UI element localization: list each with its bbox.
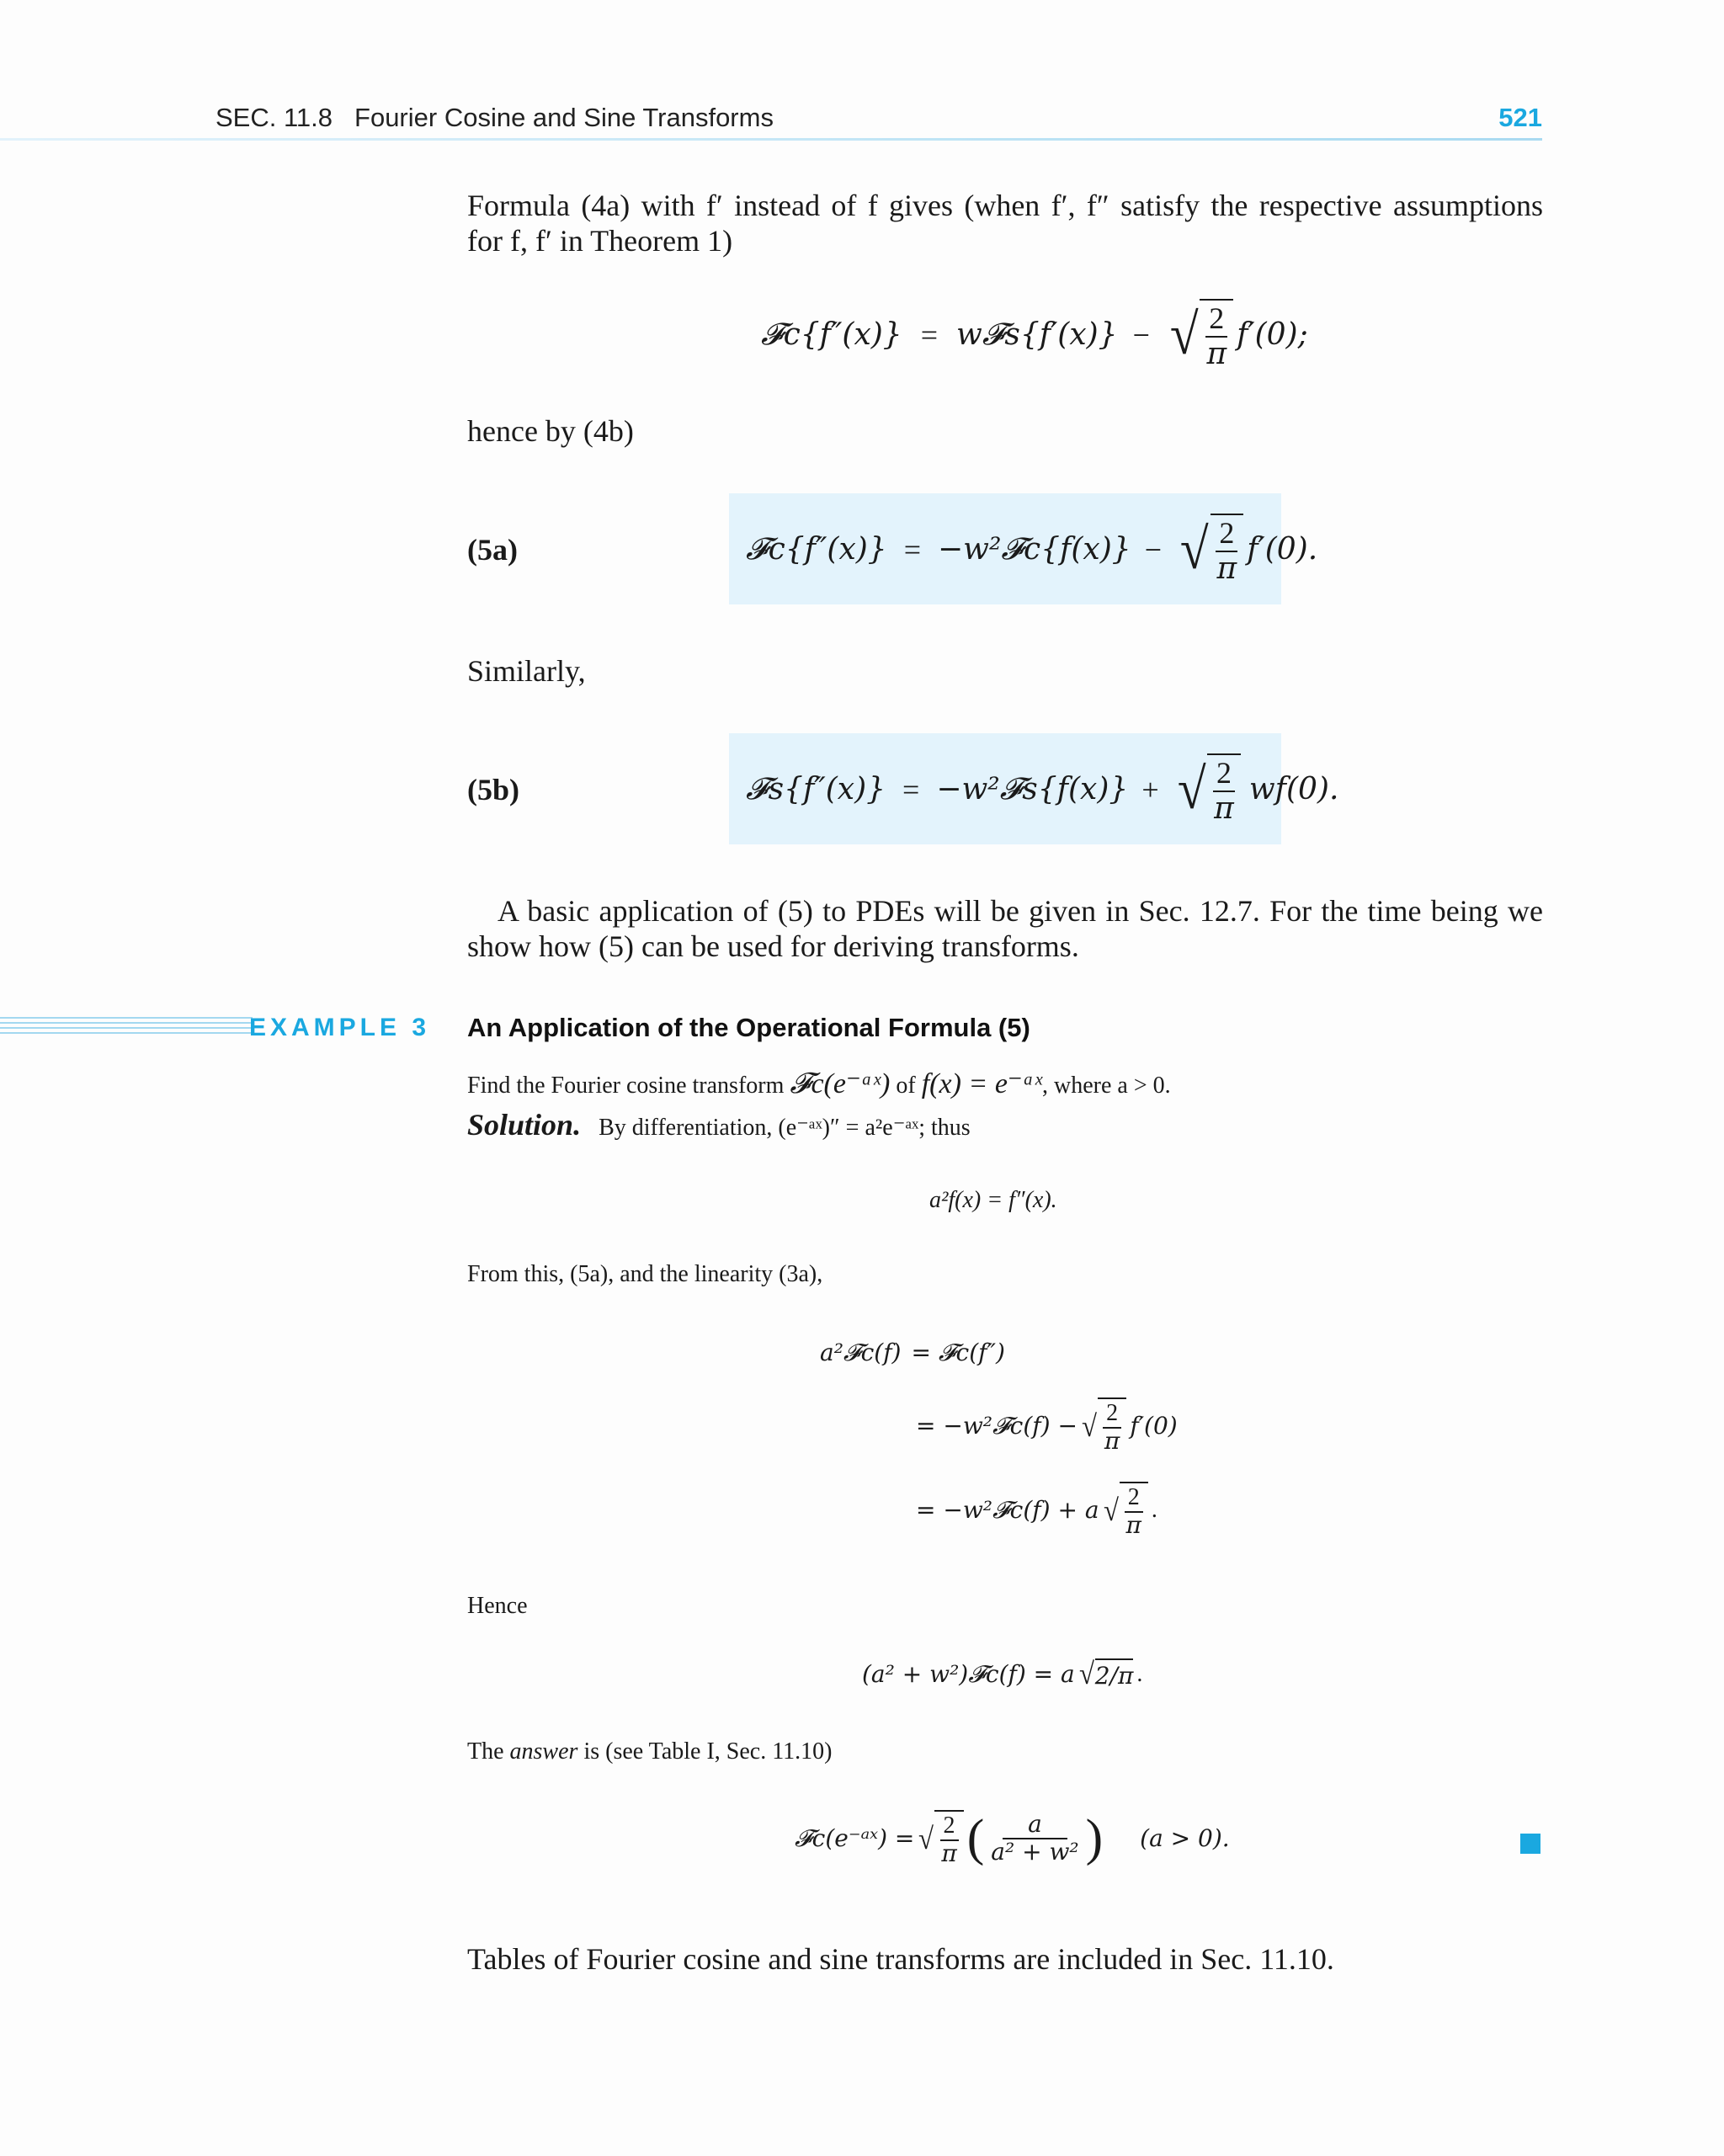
sqrt-symbol: √ $\frac{2}{\pi}$ — [1081, 1397, 1126, 1455]
equation-5b-label: (5b) — [467, 773, 519, 807]
running-header — [216, 103, 774, 133]
eq1-tail: f′(0); — [1237, 317, 1308, 353]
application-line-2: show how (5) can be used for deriving transforms. — [467, 929, 1079, 963]
chain-line1-rhs: = 𝓕c(f″) — [911, 1339, 1005, 1366]
section-number: SEC. 11.8 — [216, 103, 333, 132]
eq5a-rhs: −w²𝓕c{f(x)} — [938, 531, 1131, 567]
inner-numerator: a — [1003, 1812, 1067, 1839]
fraction-numerator: 2 — [940, 1813, 959, 1841]
eq1-rhs: w𝓕s{f′(x)} — [956, 317, 1118, 352]
example-title: An Application of the Operational Formula (5) — [467, 1013, 1030, 1042]
page-number: 521 — [1498, 103, 1542, 132]
answer-lhs: 𝓕c(e⁻ᵃˣ) = — [795, 1823, 915, 1852]
chain-lhs: a²𝓕c(f) — [820, 1339, 902, 1366]
end-of-example-marker — [1520, 1834, 1540, 1854]
hence-text: Hence — [467, 1593, 528, 1619]
example-rule-1 — [0, 1017, 253, 1019]
sqrt-symbol: √ $\frac{2}{\pi}$ — [1168, 299, 1233, 370]
similarly-text: Similarly, — [467, 654, 586, 688]
hence-eq-tail: . — [1136, 1660, 1143, 1687]
eq5a-lhs: 𝓕c{f″(x)} — [746, 531, 887, 567]
example-problem — [467, 1069, 1171, 1101]
application-line-1: A basic application of (5) to PDEs will be given in Sec. 12.7. For the time being we — [498, 894, 1543, 928]
chain-line2-rhs: = −w²𝓕c(f) − — [916, 1411, 1078, 1440]
example-rule-4 — [0, 1032, 253, 1034]
eq5a-equals: = — [903, 532, 922, 567]
fraction-denominator: π — [1214, 791, 1234, 826]
example-rule-3 — [0, 1027, 253, 1029]
chain-line3-rhs: = −w²𝓕c(f) + a — [916, 1495, 1099, 1524]
intro-line-2: for f, f′ in Theorem 1) — [467, 224, 733, 258]
sqrt-symbol: √ 2/π — [1078, 1657, 1134, 1691]
eq1-minus: − — [1132, 317, 1150, 352]
answer-condition: (a > 0). — [1140, 1824, 1230, 1853]
problem-of: of — [896, 1073, 916, 1099]
inner-denominator: a² + w² — [991, 1837, 1079, 1866]
solution-paragraph — [467, 1110, 971, 1143]
section-title: Fourier Cosine and Sine Transforms — [354, 103, 774, 132]
eq5a-operator: − — [1144, 532, 1162, 567]
equation-hence — [862, 1658, 1142, 1690]
solution-text: By differentiation, (e⁻ᵃˣ)″ = a²e⁻ᵃˣ; thus — [599, 1115, 971, 1141]
fraction-numerator: 2 — [1205, 302, 1227, 338]
equation-5a-label: (5a) — [467, 533, 518, 567]
eq5a-tail: f′(0). — [1247, 532, 1318, 567]
equation-5a — [746, 514, 1317, 585]
eq5b-rhs: −w²𝓕s{f(x)} — [936, 771, 1129, 807]
example-label: EXAMPLE 3 — [249, 1014, 431, 1041]
fraction-numerator: 2 — [1125, 1485, 1143, 1513]
right-paren: ) — [1085, 1809, 1104, 1866]
problem-transform: 𝓕c(e⁻ᵃˣ) — [790, 1068, 891, 1099]
sqrt-symbol: √ $\frac{2}{\pi}$ — [1103, 1482, 1148, 1539]
from-this-text: From this, (5a), and the linearity (3a), — [467, 1261, 823, 1287]
chain-line2-tail: f′(0) — [1130, 1412, 1178, 1440]
header-rule — [0, 138, 1542, 141]
hence-eq-root: 2/π — [1095, 1658, 1134, 1690]
answer-word: answer — [509, 1738, 578, 1765]
equation-5b — [746, 753, 1338, 825]
eq5b-operator: + — [1141, 772, 1159, 807]
problem-function: f(x) = e⁻ᵃˣ — [921, 1068, 1043, 1099]
fraction-denominator: π — [1216, 551, 1237, 586]
chain-line-1 — [820, 1339, 1005, 1367]
example-rule-2 — [0, 1022, 253, 1024]
solution-label: Solution. — [467, 1108, 582, 1142]
eq5b-lhs: 𝓕s{f″(x)} — [746, 771, 886, 807]
sqrt-symbol: √ $\frac{2}{\pi}$ — [1176, 753, 1241, 825]
chain-line3-tail: . — [1151, 1496, 1157, 1523]
answer-prefix: The — [467, 1738, 504, 1765]
fraction-denominator: π — [1125, 1510, 1141, 1539]
equation-answer — [795, 1810, 1230, 1867]
fraction-numerator: 2 — [1213, 757, 1235, 792]
problem-prefix: Find the Fourier cosine transform — [467, 1073, 785, 1099]
problem-suffix: , where a > 0. — [1042, 1073, 1171, 1099]
equation-differentiation: a²f(x) = f″(x). — [929, 1187, 1057, 1213]
fraction-denominator: π — [1206, 336, 1227, 371]
left-paren: ( — [966, 1809, 985, 1866]
sqrt-symbol: √ $\frac{2}{\pi}$ — [918, 1810, 963, 1867]
hence-eq-lhs: (a² + w²)𝓕c(f) = a — [862, 1659, 1075, 1688]
hence-by-text: hence by (4b) — [467, 414, 634, 448]
closing-text: Tables of Fourier cosine and sine transforms are included in Sec. 11.10. — [467, 1942, 1334, 1976]
chain-line-3 — [916, 1482, 1157, 1539]
fraction-denominator: π — [1104, 1426, 1120, 1455]
sqrt-symbol: √ $\frac{2}{\pi}$ — [1179, 514, 1243, 585]
fraction-denominator: π — [941, 1839, 957, 1867]
eq1-equals: = — [920, 317, 939, 352]
answer-intro — [467, 1737, 833, 1767]
fraction-numerator: 2 — [1216, 517, 1237, 552]
fraction-numerator: 2 — [1103, 1401, 1121, 1429]
equation-cosine-second-derivative — [761, 299, 1308, 370]
eq1-lhs: 𝓕c{f″(x)} — [761, 317, 902, 352]
answer-suffix: is (see Table I, Sec. 11.10) — [583, 1738, 833, 1765]
chain-line-2 — [916, 1397, 1178, 1455]
intro-line-1: Formula (4a) with f′ instead of f gives (when f′, f″ satisfy the respective assumptions — [467, 189, 1543, 222]
eq5b-tail: wf(0). — [1248, 772, 1339, 807]
eq5b-equals: = — [902, 772, 920, 807]
